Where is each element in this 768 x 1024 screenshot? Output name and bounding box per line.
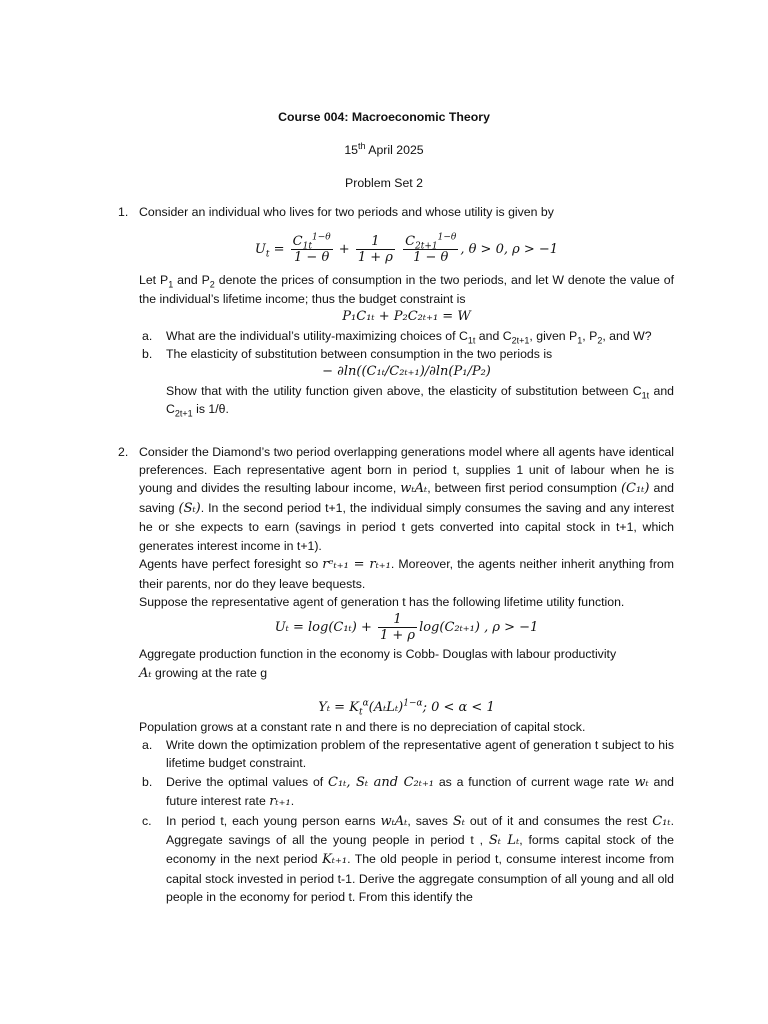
- problems-body: [118, 203, 674, 907]
- utility-equation-1: $U_t$ = $\frac{C_{1t}^{1-\theta}}{1 - \theta}$ + $\frac{1}{1 + \rho}$ $\frac{C_{2t+1}^{1-\theta}}{1 - \theta}$ , θ > 0, ρ > −1: [254, 233, 559, 266]
- question-1-parts: [139, 327, 674, 419]
- question-2-para-5: Population grows at a constant rate n and there is no depreciation of capital stock.: [139, 719, 586, 734]
- problem-set-label: Problem Set 2: [345, 176, 423, 190]
- production-function-equation: $Y_t = K_t^\alpha(A_tL_t)^{1-\alpha}$; 0 < α < 1: [318, 698, 495, 718]
- question-2b: b. Derive the optimal values of C₁ₜ, Sₜ and C₂ₜ₊₁ as a function of current wage rate wₜ and future interest rate rₜ₊₁.: [142, 774, 675, 810]
- question-1: [118, 203, 674, 419]
- question-2a: a. Write down the optimization problem of the representative agent of generation t subject to his lifetime budget constraint.: [142, 737, 674, 771]
- question-2-para-2: Agents have perfect foresight so rᵉₜ₊₁ = rₜ₊₁. Moreover, the agents neither inherit anything from their parents, nor do they leave bequests.: [139, 557, 675, 591]
- question-2-para-3: Suppose the representative agent of generation t has the following lifetime utility function.: [139, 594, 625, 609]
- question-number: 2.: [118, 444, 129, 459]
- course-title: Course 004: Macroeconomic Theory: [278, 110, 490, 124]
- question-2-para-1: Consider the Diamond’s two period overlapping generations model where all agents have identical preferences. Each representative agent born in period t, supplies 1 unit of labour when he is young and divides the resulting labour income, wₜAₜ, between first period consumption (C₁ₜ) and saving (Sₜ). In the second period t+1, the individual simply consumes the saving and any interest he or she expects to earn (savings in period t gets converted into capital stock in t+1, which generates interest income in t+1).: [139, 444, 674, 553]
- question-2-para-4: Aggregate production function in the economy is Cobb- Douglas with labour productivity Aₜ growing at the rate g: [139, 647, 617, 681]
- question-2: [118, 443, 674, 907]
- question-2-parts: [139, 736, 674, 907]
- date-line: 15th April 2025: [344, 140, 424, 157]
- utility-equation-2: Uₜ = log(C₁ₜ) + $\frac{1}{1 + \rho}$ log(C₂ₜ₊₁) , ρ > −1: [274, 612, 539, 644]
- question-1b: b. The elasticity of substitution between consumption in the two periods is: [142, 347, 553, 362]
- question-1a: a. What are the individual’s utility-maximizing choices of $C_{1t}$ and $C_{2t+1}$, given $P_1$, $P_2$, and W?: [142, 328, 652, 346]
- question-1-intro: Consider an individual who lives for two periods and whose utility is given by: [139, 205, 554, 219]
- question-2c: c. In period t, each young person earns wₜAₜ, saves Sₜ out of it and consumes the rest C₁ₜ. Aggregate savings of all the young people in period t , Sₜ Lₜ, forms capital stock of the economy in the next period Kₜ₊₁. The old people in period t, consume interest income from capital stock invested in period t-1. Derive the aggregate consumption of all young and all old people in the economy for period t. From this identify the: [142, 813, 674, 905]
- budget-constraint-equation: P₁C₁ₜ + P₂C₂ₜ₊₁ = W: [342, 309, 471, 325]
- budget-intro: Let $P_1$ and $P_2$ denote the prices of consumption in the two periods, and let W denote the value of the individual’s lifetime income; thus the budget constraint is: [139, 273, 674, 306]
- elasticity-equation: − ∂ln((C₁ₜ/C₂ₜ₊₁)/∂ln(P₁/P₂): [322, 364, 491, 380]
- question-1b-show: Show that with the utility function given above, the elasticity of substitution between $C_{1t}$ and $C_{2t+1}$ is 1/θ.: [166, 383, 674, 419]
- question-number: 1.: [118, 205, 129, 219]
